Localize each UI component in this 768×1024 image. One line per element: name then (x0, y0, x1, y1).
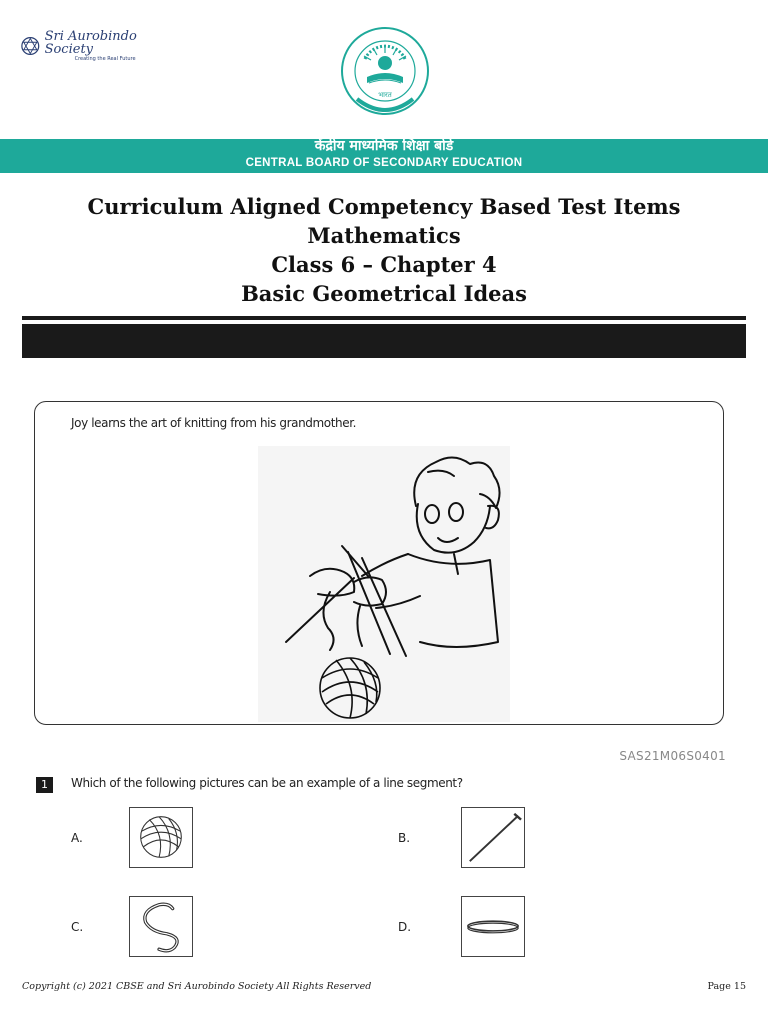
yarn-ball-icon (130, 808, 192, 867)
option-c-label[interactable]: C. (71, 920, 84, 934)
divider-thick (22, 324, 746, 358)
stimulus-text: Joy learns the art of knitting from his grandmother. (71, 416, 357, 430)
class-chapter-title: Class 6 – Chapter 4 (271, 252, 497, 277)
footer-copyright: Copyright (c) 2021 CBSE and Sri Aurobindo Society All Rights Reserved (22, 981, 372, 992)
chapter-name-title: Basic Geometrical Ideas (241, 281, 527, 306)
sas-tagline: Creating the Real Future (74, 56, 136, 62)
question-number-badge: 1 (36, 777, 53, 793)
option-b-picture[interactable] (461, 807, 525, 868)
option-c-picture[interactable] (129, 896, 193, 957)
sas-logo-text: Sri Aurobindo Society (44, 29, 137, 57)
flat-ring-icon (462, 897, 524, 956)
option-d-label[interactable]: D. (398, 920, 412, 934)
option-a-picture[interactable] (129, 807, 193, 868)
item-code: SAS21M06S0401 (619, 749, 726, 763)
board-name-english: CENTRAL BOARD OF SECONDARY EDUCATION (245, 157, 523, 169)
option-b-label[interactable]: B. (398, 831, 411, 845)
document-title: Curriculum Aligned Competency Based Test Items (87, 194, 681, 219)
option-a-label[interactable]: A. (71, 831, 83, 845)
subject-title: Mathematics (307, 223, 461, 248)
sas-emblem-icon (20, 35, 41, 57)
boy-knitting-illustration (258, 446, 510, 722)
board-name-hindi: केंद्रीय माध्यमिक शिक्षा बोर्ड (314, 138, 454, 154)
footer-page-number: Page 15 (707, 981, 746, 992)
question-text: Which of the following pictures can be an example of a line segment? (71, 776, 463, 790)
seal-bharat-text: भारत (378, 91, 392, 99)
curved-wire-icon (130, 897, 192, 956)
divider-thin (22, 316, 746, 320)
knitting-needle-icon (462, 808, 524, 867)
sas-logo (20, 29, 180, 62)
cbse-seal-icon (339, 25, 431, 127)
option-d-picture[interactable] (461, 896, 525, 957)
